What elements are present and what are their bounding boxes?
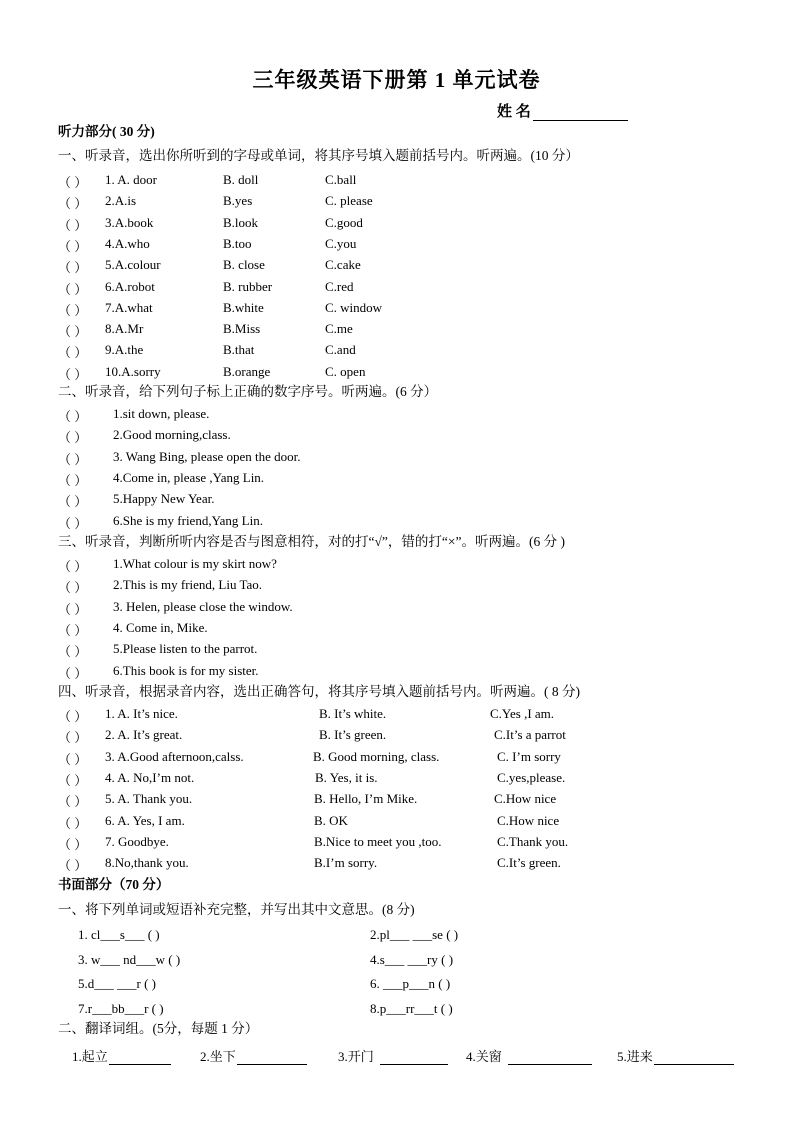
question-text: 3. Wang Bing, please open the door.	[113, 449, 301, 464]
answer-bracket[interactable]: （ ）	[58, 559, 88, 574]
question-option-a: 1. A. door	[105, 172, 157, 187]
option-b: B. close	[223, 257, 265, 272]
answer-bracket[interactable]: （ ）	[58, 816, 88, 831]
translation-item	[200, 1046, 307, 1065]
answer-bracket[interactable]: （ ）	[58, 239, 88, 254]
option-c: C. I’m sorry	[497, 749, 561, 764]
option-b: B.Miss	[223, 321, 261, 336]
question-text: 2.This is my friend, Liu Tao.	[113, 577, 263, 592]
listening-header: 听力部分( 30 分)	[58, 124, 155, 139]
fill-in-word[interactable]: 3. w___ nd___w ( )	[78, 952, 181, 967]
answer-bracket[interactable]: （ ）	[58, 282, 88, 297]
option-b: B. rubber	[223, 279, 273, 294]
option-c: C. open	[325, 364, 366, 379]
part2-instruction: 二、听录音，给下列句子标上正确的数字序号。听两遍。(6 分）	[58, 384, 438, 399]
question-option-a: 7.A.what	[105, 300, 153, 315]
page-title: 三年级英语下册第 1 单元试卷	[252, 68, 541, 92]
answer-bracket[interactable]: （ ）	[58, 175, 88, 190]
question-option-a: 2. A. It’s great.	[105, 727, 183, 742]
answer-bracket[interactable]: （ ）	[58, 858, 88, 873]
option-c: C.ball	[325, 172, 357, 187]
option-b: B.orange	[223, 364, 271, 379]
answer-bracket[interactable]: （ ）	[58, 452, 88, 467]
answer-bracket[interactable]: （ ）	[58, 260, 88, 275]
option-c: C.you	[325, 236, 357, 251]
answer-bracket[interactable]: （ ）	[58, 196, 88, 211]
translation-label: 3.开门	[338, 1049, 374, 1064]
part4-instruction: 四、听录音，根据录音内容，选出正确答句，将其序号填入题前括号内。听两遍。( 8 分)	[58, 684, 580, 699]
translation-blank[interactable]	[237, 1051, 307, 1065]
fill-in-word[interactable]: 6. ___p___n ( )	[370, 976, 451, 991]
option-b: B. Yes, it is.	[315, 770, 378, 785]
question-option-a: 5.A.colour	[105, 257, 161, 272]
name-label: 姓 名	[497, 104, 531, 120]
answer-bracket[interactable]: （ ）	[58, 494, 88, 509]
question-option-a: 9.A.the	[105, 342, 144, 357]
option-c: C.good	[325, 215, 363, 230]
question-option-a: 6. A. Yes, I am.	[105, 813, 185, 828]
translation-label: 5.进来	[617, 1049, 653, 1064]
question-text: 3. Helen, please close the window.	[113, 599, 293, 614]
option-b: B.look	[223, 215, 259, 230]
question-option-a: 4. A. No,I’m not.	[105, 770, 195, 785]
translation-blank[interactable]	[508, 1051, 592, 1065]
option-b: B. Hello, I’m Mike.	[314, 791, 418, 806]
translation-label: 1.起立	[72, 1049, 108, 1064]
option-c: C.me	[325, 321, 353, 336]
option-c: C.red	[325, 279, 354, 294]
option-b: B. It’s green.	[319, 727, 387, 742]
question-option-a: 6.A.robot	[105, 279, 155, 294]
question-text: 5.Please listen to the parrot.	[113, 641, 258, 656]
part1-instruction: 一、听录音，选出你所听到的字母或单词，将其序号填入题前括号内。听两遍。(10 分）	[58, 148, 579, 163]
question-option-a: 7. Goodbye.	[105, 834, 169, 849]
question-text: 2.Good morning,class.	[113, 427, 231, 442]
answer-bracket[interactable]: （ ）	[58, 580, 88, 595]
answer-bracket[interactable]: （ ）	[58, 516, 88, 531]
option-b: B. It’s white.	[319, 706, 387, 721]
answer-bracket[interactable]: （ ）	[58, 730, 88, 745]
option-b: B. doll	[223, 172, 259, 187]
option-c: C. window	[325, 300, 383, 315]
option-c: C.Thank you.	[497, 834, 569, 849]
translation-item	[617, 1046, 734, 1065]
answer-bracket[interactable]: （ ）	[58, 218, 88, 233]
option-b: B. Good morning, class.	[313, 749, 440, 764]
option-c: C.cake	[325, 257, 361, 272]
translation-label: 2.坐下	[200, 1049, 236, 1064]
answer-bracket[interactable]: （ ）	[58, 752, 88, 767]
part3-instruction: 三、听录音，判断所听内容是否与图意相符，对的打“√”，错的打“×”。听两遍。(6 分 )	[58, 534, 565, 549]
answer-bracket[interactable]: （ ）	[58, 473, 88, 488]
answer-bracket[interactable]: （ ）	[58, 644, 88, 659]
answer-bracket[interactable]: （ ）	[58, 345, 88, 360]
option-c: C. please	[325, 193, 373, 208]
translation-item	[466, 1046, 592, 1065]
option-b: B. OK	[314, 813, 348, 828]
answer-bracket[interactable]: （ ）	[58, 367, 88, 382]
translation-label: 4.关窗	[466, 1049, 502, 1064]
question-option-a: 8.A.Mr	[105, 321, 144, 336]
question-option-a: 3.A.book	[105, 215, 154, 230]
question-option-a: 2.A.is	[105, 193, 137, 208]
question-option-a: 4.A.who	[105, 236, 150, 251]
question-text: 6.This book is for my sister.	[113, 663, 259, 678]
translation-item	[338, 1046, 448, 1065]
answer-bracket[interactable]: （ ）	[58, 409, 88, 424]
translation-blank[interactable]	[654, 1051, 734, 1065]
question-text: 4.Come in, please ,Yang Lin.	[113, 470, 265, 485]
translation-item	[72, 1046, 171, 1065]
option-c: C.How nice	[494, 791, 557, 806]
fill-in-word[interactable]: 5.d___ ___r ( )	[78, 976, 156, 991]
option-c: C.yes,please.	[497, 770, 566, 785]
option-b: B.I’m sorry.	[314, 855, 378, 870]
question-text: 1.sit down, please.	[113, 406, 210, 421]
w2-instruction: 二、翻译词组。(5分，每题 1 分）	[58, 1021, 259, 1036]
answer-bracket[interactable]: （ ）	[58, 837, 88, 852]
answer-bracket[interactable]: （ ）	[58, 303, 88, 318]
w1-instruction: 一、将下列单词或短语补充完整，并写出其中文意思。(8 分)	[58, 902, 415, 917]
question-text: 4. Come in, Mike.	[113, 620, 208, 635]
answer-bracket[interactable]: （ ）	[58, 602, 88, 617]
writing-header: 书面部分（70 分）	[58, 877, 170, 892]
fill-in-word[interactable]: 8.p___rr___t ( )	[370, 1001, 453, 1016]
answer-bracket[interactable]: （ ）	[58, 666, 88, 681]
question-text: 6.She is my friend,Yang Lin.	[113, 513, 263, 528]
answer-bracket[interactable]: （ ）	[58, 773, 88, 788]
name-blank[interactable]	[533, 106, 628, 121]
question-option-a: 8.No,thank you.	[105, 855, 189, 870]
option-c: C.and	[325, 342, 356, 357]
option-c: C.How nice	[497, 813, 560, 828]
option-b: B.Nice to meet you ,too.	[314, 834, 442, 849]
name-field[interactable]	[497, 100, 628, 121]
question-option-a: 5. A. Thank you.	[105, 791, 193, 806]
question-text: 1.What colour is my skirt now?	[113, 556, 277, 571]
fill-in-word[interactable]: 4.s___ ___ry ( )	[370, 952, 454, 967]
fill-in-word[interactable]: 1. cl___s___ ( )	[78, 927, 160, 942]
answer-bracket[interactable]: （ ）	[58, 709, 88, 724]
option-b: B.too	[223, 236, 252, 251]
option-c: C.Yes ,I am.	[490, 706, 555, 721]
question-option-a: 1. A. It’s nice.	[105, 706, 178, 721]
translation-blank[interactable]	[380, 1051, 448, 1065]
option-b: B.yes	[223, 193, 253, 208]
fill-in-word[interactable]: 2.pl___ ___se ( )	[370, 927, 459, 942]
question-text: 5.Happy New Year.	[113, 491, 215, 506]
question-option-a: 3. A.Good afternoon,calss.	[105, 749, 244, 764]
answer-bracket[interactable]: （ ）	[58, 430, 88, 445]
option-c: C.It’s green.	[497, 855, 561, 870]
option-c: C.It’s a parrot	[494, 727, 566, 742]
answer-bracket[interactable]: （ ）	[58, 794, 88, 809]
option-b: B.white	[223, 300, 264, 315]
answer-bracket[interactable]: （ ）	[58, 324, 88, 339]
fill-in-word[interactable]: 7.r___bb___r ( )	[78, 1001, 164, 1016]
option-b: B.that	[223, 342, 255, 357]
answer-bracket[interactable]: （ ）	[58, 623, 88, 638]
translation-blank[interactable]	[109, 1051, 171, 1065]
question-option-a: 10.A.sorry	[105, 364, 161, 379]
